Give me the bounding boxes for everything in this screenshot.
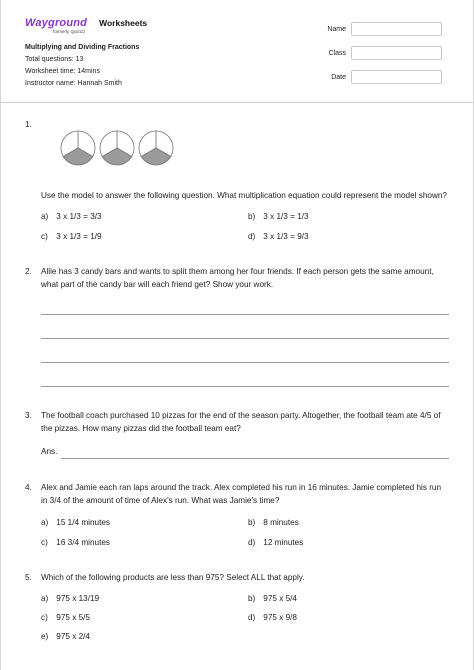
question-text: Alex and Jamie each ran laps around the track. Alex completed his run in 16 minutes. Jamie completed his run in 3/4 of the amount of time of Alex's run. What was Jamie's time? [41, 483, 442, 505]
answer-line[interactable] [41, 362, 449, 363]
worksheet-meta [25, 44, 139, 92]
option-b[interactable]: b) 3 x 1/3 = 1/3 [248, 212, 309, 221]
class-label: Class [328, 49, 346, 57]
answer-line[interactable] [41, 386, 449, 387]
logo-wordmark: Wayground [25, 17, 88, 29]
total-questions: Total questions: 13 [25, 56, 84, 63]
name-field [308, 22, 442, 36]
question-text: Which of the following products are less than 975? Select ALL that apply. [41, 573, 305, 582]
option-a[interactable]: a) 3 x 1/3 = 3/3 [41, 212, 102, 221]
option-d[interactable]: d) 3 x 1/3 = 9/3 [248, 232, 309, 241]
option-c[interactable]: c) 3 x 1/3 = 1/9 [41, 232, 102, 241]
class-field [308, 46, 442, 60]
answer-line[interactable] [41, 314, 449, 315]
answer-line[interactable] [61, 458, 449, 459]
date-label: Date [331, 73, 346, 81]
option-b[interactable]: b) 975 x 5/4 [248, 594, 297, 603]
date-field [308, 70, 442, 84]
name-label: Name [327, 25, 346, 33]
option-c[interactable]: c) 16 3/4 minutes [41, 538, 110, 547]
option-b[interactable]: b) 8 minutes [248, 518, 299, 527]
brand-logo [25, 17, 148, 34]
answer-label: Ans. [41, 447, 58, 456]
option-d[interactable]: d) 975 x 9/8 [248, 613, 297, 622]
logo-subtitle: formerly Quizizz [53, 29, 86, 34]
question-text: Allie has 3 candy bars and wants to split them among her four friends. If each person gets the same amount, what part of the candy bar will each friend get? Show your work. [41, 267, 434, 289]
option-a[interactable]: a) 975 x 13/19 [41, 594, 100, 603]
worksheets-label: Worksheets [99, 18, 148, 28]
fraction-model-circles [60, 128, 180, 168]
date-input[interactable] [351, 70, 442, 84]
question-number: 3. [25, 411, 32, 420]
fraction-circle [139, 131, 173, 165]
question-number: 4. [25, 483, 32, 492]
name-input[interactable] [351, 22, 442, 36]
question-text: The football coach purchased 10 pizzas for the end of the season party. Altogether, the football team ate 4/5 of the pizzas. How many pizzas did the football team eat? [41, 411, 441, 433]
option-c[interactable]: c) 975 x 5/5 [41, 613, 90, 622]
worksheet-time: Worksheet time: 14mins [25, 68, 100, 75]
option-e[interactable]: e) 975 x 2/4 [41, 632, 90, 641]
question-text: Use the model to answer the following question. What multiplication equation could represent the model shown? [41, 191, 447, 200]
worksheet-title: Multiplying and Dividing Fractions [25, 44, 140, 51]
answer-line[interactable] [41, 338, 449, 339]
fraction-circle [100, 131, 134, 165]
worksheet-header [1, 0, 473, 103]
fraction-circle [61, 131, 95, 165]
question-number: 5. [25, 573, 32, 582]
question-number: 2. [25, 267, 32, 276]
option-d[interactable]: d) 12 minutes [248, 538, 304, 547]
question-number: 1. [25, 120, 32, 129]
option-a[interactable]: a) 15 1/4 minutes [41, 518, 110, 527]
instructor-name: Instructor name: Hannah Smith [25, 80, 122, 87]
class-input[interactable] [351, 46, 442, 60]
